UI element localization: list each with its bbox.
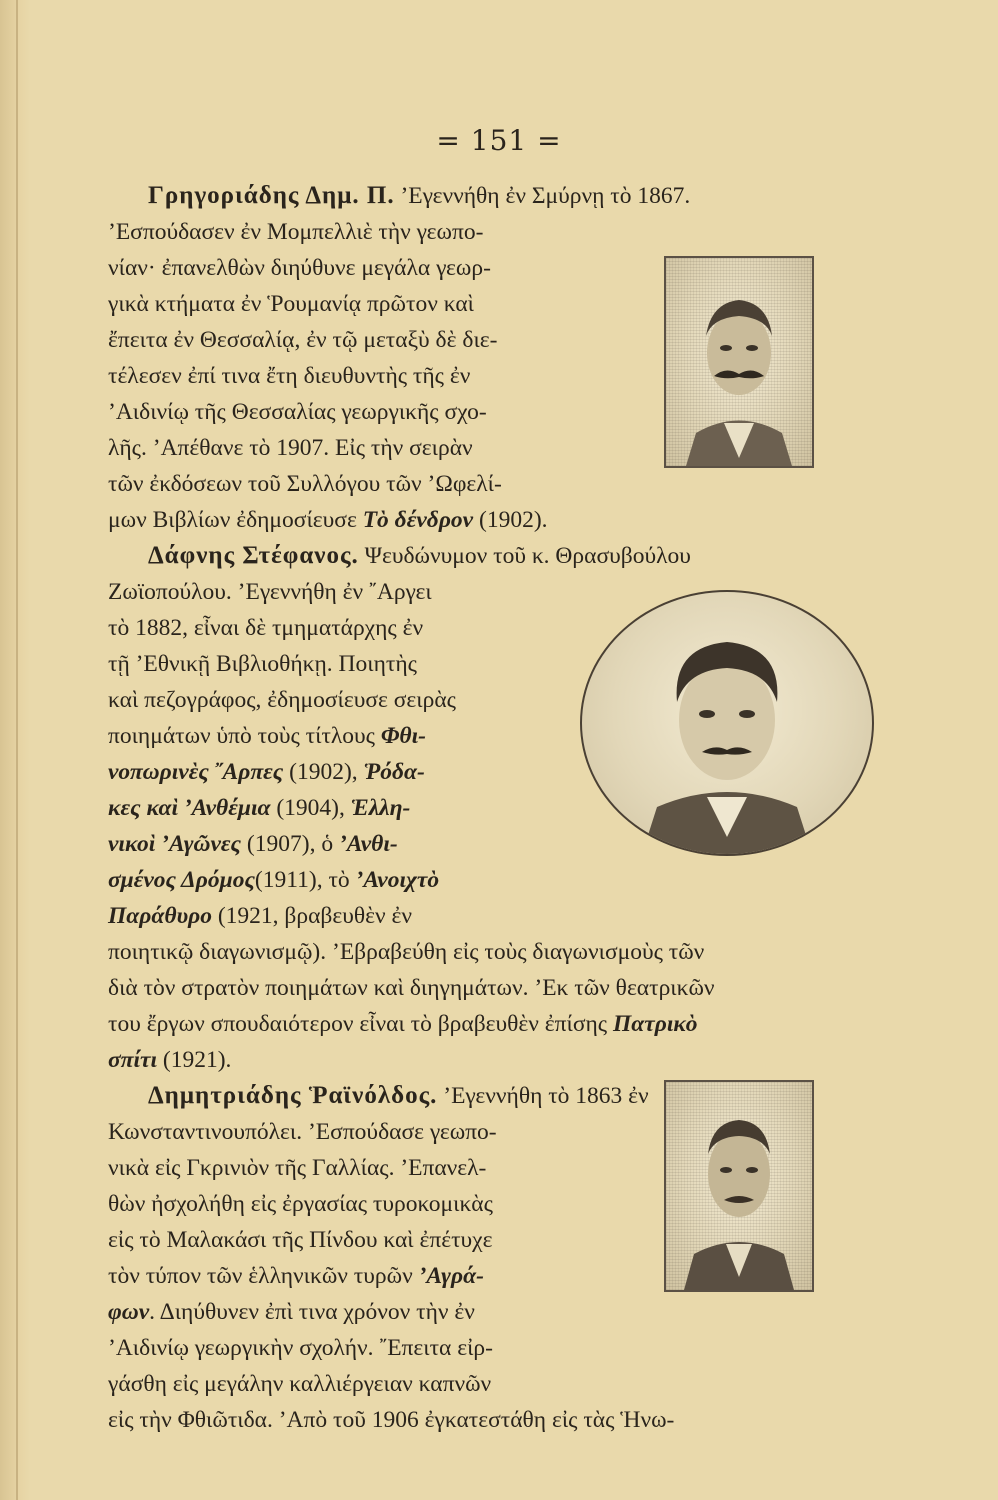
text-line: εἰς τὸ Μαλακάσι τῆς Πίνδου καὶ ἐπέτυχε [108, 1227, 493, 1253]
text-line: νοπωρινὲς ῎Αρπες (1902), Ῥόδα- [108, 759, 425, 785]
text-line: μων Βιβλίων ἐδημοσίευσε Τὸ δένδρον (1902). [108, 507, 548, 533]
text-line: τῇ ’Εθνικῇ Βιβλιοθήκῃ. Ποιητὴς [108, 651, 417, 677]
text-line: νικὰ εἰς Γκρινιὸν τῆς Γαλλίας. ’Επανελ- [108, 1155, 487, 1181]
page-binding-edge [0, 0, 30, 1500]
text-line: Παράθυρο (1921, βραβευθὲν ἐν [108, 903, 412, 929]
title-rodakes: Ῥόδα- [363, 759, 425, 785]
text-line: κες καὶ ’Ανθέμια (1904), Ἑλλη- [108, 795, 411, 821]
term-agrafon-2: φων [108, 1299, 150, 1325]
portrait-dafnis-figure [582, 592, 872, 854]
title-ellinikoi: Ἑλλη- [350, 795, 411, 821]
text-line: τέλεσεν ἐπί τινα ἔτη διευθυντὴς τῆς ἐν [108, 363, 471, 389]
binding-line [16, 0, 18, 1500]
text-line: σμένος Δρόμος(1911), τὸ ’Ανοιχτὸ [108, 867, 440, 893]
text-line [148, 1078, 649, 1114]
title-to-dendron: Τὸ δένδρον [362, 507, 474, 533]
text-line: γικὰ κτήματα ἐν Ῥουμανίᾳ πρῶτον καὶ [108, 291, 474, 317]
text-line: ποιημάτων ὑπὸ τοὺς τίτλους Φθι- [108, 723, 426, 749]
entry-line-rest: Ψευδώνυμον τοῦ κ. Θρασυβούλου [364, 543, 691, 569]
text-line: θὼν ἠσχολήθη εἰς ἐργασίας τυροκομικὰς [108, 1191, 493, 1217]
portrait-dimitriadis-figure [666, 1082, 812, 1290]
term-agrafon: ’Αγρά- [418, 1263, 484, 1289]
portrait-dafnis [580, 590, 874, 856]
title-ellinikoi-2: νικοὶ ’Αγῶνες [108, 831, 242, 857]
entry-name-grigoriadis: Γρηγοριάδης Δημ. Π. [148, 182, 395, 209]
title-anoixto-2: Παράθυρο [108, 903, 212, 929]
portrait-dimitriadis [664, 1080, 814, 1292]
text-line [148, 178, 690, 214]
title-anthismenos-2: σμένος Δρόμος [108, 867, 255, 893]
text-line: Κωνσταντινουπόλει. ’Εσπούδασε γεωπο- [108, 1119, 497, 1145]
text-line: ’Αιδινίῳ γεωργικὴν σχολήν. ῎Επειτα εἰρ- [108, 1335, 493, 1361]
title-fthinoporines: νοπωρινὲς ῎Αρπες [108, 759, 284, 785]
text-line: λῆς. ’Απέθανε τὸ 1907. Εἰς τὴν σειρὰν [108, 435, 473, 461]
text-line: ’Αιδινίῳ τῆς Θεσσαλίας γεωργικῆς σχο- [108, 399, 487, 425]
title-anoixto: ’Ανοιχτὸ [355, 867, 440, 893]
text-line: τὸ 1882, εἶναι δὲ τμηματάρχης ἐν [108, 615, 424, 641]
text-line: νικοὶ ’Αγῶνες (1907), ὁ ’Ανθι- [108, 831, 398, 857]
title-rodakes-2: κες καὶ ’Ανθέμια [108, 795, 271, 821]
text-line [148, 538, 691, 574]
title-patriko-2: σπίτι [108, 1047, 157, 1073]
text-line: τῶν ἐκδόσεων τοῦ Συλλόγου τῶν ’Ωφελί- [108, 471, 502, 497]
entry-line-rest: ’Εγεννήθη τὸ 1863 ἐν [443, 1083, 649, 1109]
text-line: νίαν· ἐπανελθὼν διηύθυνε μεγάλα γεωρ- [108, 255, 491, 281]
page-number: = 151 = [436, 124, 562, 157]
title-patriko: Πατρικὸ [613, 1011, 698, 1037]
portrait-grigoriadis-figure [666, 258, 812, 466]
entry-name-dafnis: Δάφνης Στέφανος. [148, 542, 359, 569]
text-line: ἔπειτα ἐν Θεσσαλίᾳ, ἐν τῷ μεταξὺ δὲ διε- [108, 327, 498, 353]
entry-line-rest: ’Εγεννήθη ἐν Σμύρνῃ τὸ 1867. [400, 183, 691, 209]
title-fthi: Φθι- [380, 723, 426, 749]
text-line: τὸν τύπον τῶν ἑλληνικῶν τυρῶν ’Αγρά- [108, 1263, 484, 1289]
text-line: καὶ πεζογράφος, ἐδημοσίευσε σειρὰς [108, 687, 456, 713]
text-line: ’Εσπούδασεν ἐν Μομπελλιὲ τὴν γεωπο- [108, 219, 484, 245]
text-line: γάσθη εἰς μεγάλην καλλιέργειαν καπνῶν [108, 1371, 492, 1397]
text-line: του ἔργων σπουδαιότερον εἶναι τὸ βραβευθὲν ἐπίσης Πατρικὸ [108, 1011, 698, 1037]
text-line: Ζωϊοπούλου. ’Εγεννήθη ἐν ῎Αργει [108, 579, 432, 605]
text-line: διὰ τὸν στρατὸν ποιημάτων καὶ διηγημάτων. ’Εκ τῶν θεατρικῶν [108, 975, 715, 1001]
entry-name-dimitriadis: Δημητριάδης Ῥαϊνόλδος. [148, 1082, 438, 1109]
portrait-grigoriadis [664, 256, 814, 468]
text-line: φων. Διηύθυνεν ἐπὶ τινα χρόνον τὴν ἐν [108, 1299, 475, 1325]
title-anthismenos: ’Ανθι- [338, 831, 398, 857]
text-line: εἰς τὴν Φθιῶτιδα. ’Απὸ τοῦ 1906 ἐγκατεστάθη εἰς τὰς Ἡνω- [108, 1407, 675, 1433]
text-line: σπίτι (1921). [108, 1047, 232, 1073]
text-line: ποιητικῷ διαγωνισμῷ). ’Εβραβεύθη εἰς τοὺς διαγωνισμοὺς τῶν [108, 939, 705, 965]
